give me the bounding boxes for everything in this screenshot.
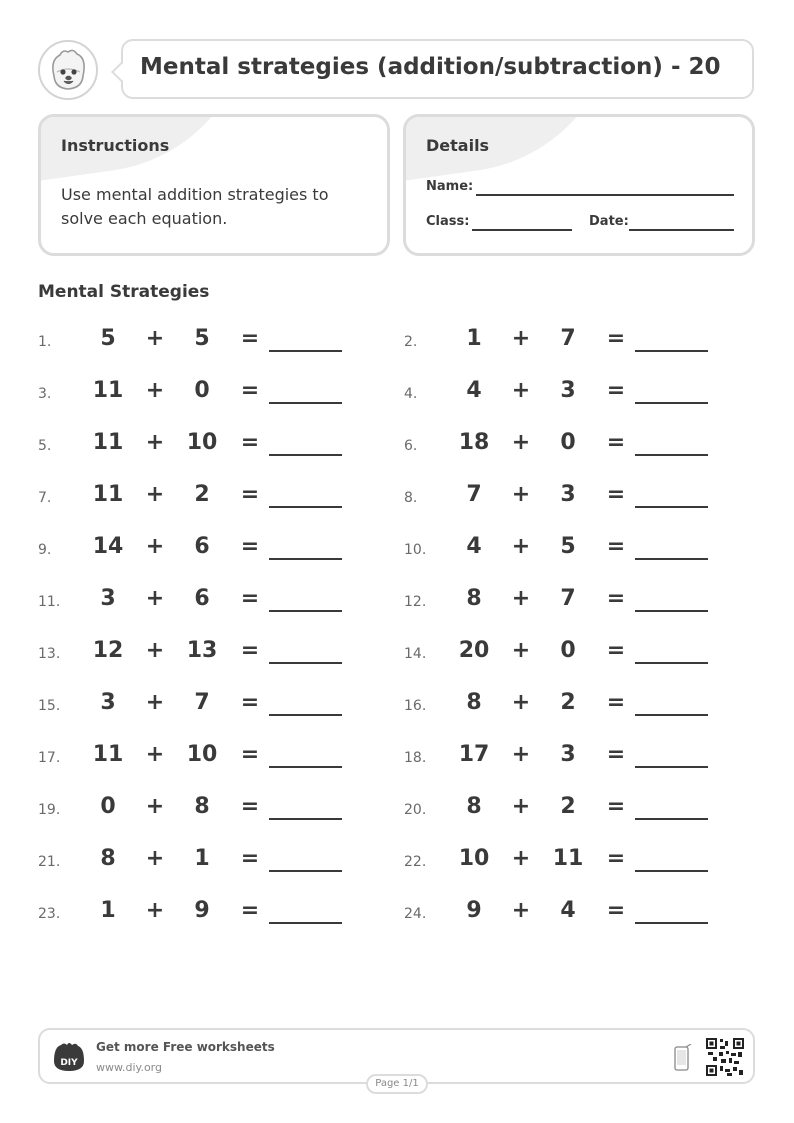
operand-b: 6 [194, 586, 210, 611]
instructions-panel [38, 114, 390, 256]
operand-a: 12 [92, 638, 124, 663]
operand-a: 10 [458, 846, 490, 871]
equals-sign: = [606, 378, 626, 403]
answer-blank[interactable] [635, 714, 708, 716]
operand-b: 1 [194, 846, 210, 871]
operand-a: 3 [100, 586, 116, 611]
question-row [38, 686, 348, 726]
equals-sign: = [240, 378, 260, 403]
plus-sign: + [145, 794, 165, 819]
question-number: 14. [404, 646, 427, 662]
instructions-text: Use mental addition strategies to solve each equation. [61, 185, 329, 228]
answer-blank[interactable] [269, 714, 342, 716]
question-row [404, 322, 714, 362]
operand-a: 7 [466, 482, 482, 507]
question-row [404, 634, 714, 674]
question-row [404, 426, 714, 466]
question-row [38, 530, 348, 570]
plus-sign: + [145, 742, 165, 767]
answer-blank[interactable] [269, 558, 342, 560]
question-number: 18. [404, 750, 427, 766]
question-row [38, 790, 348, 830]
plus-sign: + [511, 482, 531, 507]
answer-blank[interactable] [269, 870, 342, 872]
operand-b: 4 [560, 898, 576, 923]
operand-a: 4 [466, 378, 482, 403]
operand-a: 11 [92, 430, 124, 455]
equals-sign: = [240, 690, 260, 715]
operand-a: 11 [92, 742, 124, 767]
question-number: 15. [38, 698, 61, 714]
question-number: 24. [404, 906, 427, 922]
question-number: 4. [404, 386, 418, 402]
plus-sign: + [145, 690, 165, 715]
instructions-heading: Instructions [61, 136, 170, 155]
equals-sign: = [606, 846, 626, 871]
answer-blank[interactable] [269, 610, 342, 612]
question-row [404, 530, 714, 570]
question-row [404, 894, 714, 934]
equals-sign: = [606, 534, 626, 559]
answer-blank[interactable] [635, 662, 708, 664]
plus-sign: + [145, 326, 165, 351]
operand-b: 6 [194, 534, 210, 559]
diy-logo-icon [52, 1041, 86, 1073]
question-row [38, 478, 348, 518]
operand-b: 13 [186, 638, 218, 663]
question-number: 2. [404, 334, 418, 350]
operand-b: 9 [194, 898, 210, 923]
equals-sign: = [606, 690, 626, 715]
answer-blank[interactable] [269, 662, 342, 664]
answer-blank[interactable] [269, 766, 342, 768]
operand-b: 0 [194, 378, 210, 403]
question-row [404, 582, 714, 622]
name-label: Name: [426, 179, 474, 194]
operand-a: 1 [100, 898, 116, 923]
equals-sign: = [240, 430, 260, 455]
question-number: 20. [404, 802, 427, 818]
operand-a: 1 [466, 326, 482, 351]
answer-blank[interactable] [635, 922, 708, 924]
answer-blank[interactable] [269, 922, 342, 924]
operand-a: 4 [466, 534, 482, 559]
promo-text: Get more Free worksheets [96, 1040, 275, 1054]
answer-blank[interactable] [635, 870, 708, 872]
answer-blank[interactable] [635, 610, 708, 612]
equals-sign: = [240, 534, 260, 559]
operand-a: 9 [466, 898, 482, 923]
question-number: 11. [38, 594, 61, 610]
equals-sign: = [606, 586, 626, 611]
equals-sign: = [606, 898, 626, 923]
answer-blank[interactable] [635, 818, 708, 820]
question-number: 7. [38, 490, 52, 506]
class-field[interactable] [472, 229, 572, 231]
question-row [404, 790, 714, 830]
worksheet-title: Mental strategies (addition/subtraction) - 20 [140, 54, 721, 80]
plus-sign: + [145, 586, 165, 611]
equals-sign: = [240, 482, 260, 507]
plus-sign: + [511, 690, 531, 715]
question-number: 13. [38, 646, 61, 662]
operand-b: 10 [186, 742, 218, 767]
operand-a: 8 [100, 846, 116, 871]
equals-sign: = [606, 794, 626, 819]
phone-scan-icon [674, 1044, 692, 1072]
question-row [38, 582, 348, 622]
equals-sign: = [606, 638, 626, 663]
question-number: 16. [404, 698, 427, 714]
question-number: 8. [404, 490, 418, 506]
question-number: 17. [38, 750, 61, 766]
question-number: 1. [38, 334, 52, 350]
question-row [38, 894, 348, 934]
plus-sign: + [511, 846, 531, 871]
equals-sign: = [240, 742, 260, 767]
page-indicator: Page 1/1 [366, 1074, 428, 1094]
operand-b: 3 [560, 378, 576, 403]
plus-sign: + [145, 482, 165, 507]
equals-sign: = [240, 326, 260, 351]
operand-a: 20 [458, 638, 490, 663]
question-row [404, 478, 714, 518]
question-row [404, 842, 714, 882]
answer-blank[interactable] [269, 506, 342, 508]
plus-sign: + [511, 378, 531, 403]
answer-blank[interactable] [269, 454, 342, 456]
operand-a: 0 [100, 794, 116, 819]
plus-sign: + [511, 638, 531, 663]
question-number: 10. [404, 542, 427, 558]
operand-b: 5 [194, 326, 210, 351]
plus-sign: + [511, 586, 531, 611]
operand-a: 17 [458, 742, 490, 767]
operand-a: 11 [92, 378, 124, 403]
operand-b: 3 [560, 482, 576, 507]
operand-b: 7 [560, 586, 576, 611]
question-row [404, 374, 714, 414]
question-number: 23. [38, 906, 61, 922]
operand-b: 3 [560, 742, 576, 767]
plus-sign: + [511, 534, 531, 559]
plus-sign: + [145, 534, 165, 559]
name-field[interactable] [476, 194, 734, 196]
operand-b: 0 [560, 430, 576, 455]
equals-sign: = [606, 742, 626, 767]
operand-b: 2 [560, 794, 576, 819]
question-number: 19. [38, 802, 61, 818]
section-title: Mental Strategies [38, 282, 210, 302]
operand-a: 8 [466, 690, 482, 715]
plus-sign: + [511, 898, 531, 923]
plus-sign: + [511, 794, 531, 819]
question-number: 9. [38, 542, 52, 558]
operand-b: 10 [186, 430, 218, 455]
operand-b: 2 [194, 482, 210, 507]
equals-sign: = [240, 898, 260, 923]
class-label: Class: [426, 214, 470, 229]
answer-blank[interactable] [269, 402, 342, 404]
plus-sign: + [511, 430, 531, 455]
plus-sign: + [145, 378, 165, 403]
operand-a: 18 [458, 430, 490, 455]
mascot-avatar-icon [38, 40, 98, 100]
plus-sign: + [511, 326, 531, 351]
question-row [38, 426, 348, 466]
answer-blank[interactable] [635, 454, 708, 456]
answer-blank[interactable] [269, 350, 342, 352]
answer-blank[interactable] [635, 402, 708, 404]
question-row [404, 686, 714, 726]
operand-a: 14 [92, 534, 124, 559]
question-row [38, 738, 348, 778]
question-number: 22. [404, 854, 427, 870]
answer-blank[interactable] [635, 766, 708, 768]
question-number: 5. [38, 438, 52, 454]
equals-sign: = [240, 586, 260, 611]
plus-sign: + [145, 898, 165, 923]
operand-b: 7 [560, 326, 576, 351]
details-heading: Details [426, 136, 490, 155]
operand-b: 2 [560, 690, 576, 715]
question-row [404, 738, 714, 778]
title-box [121, 39, 754, 99]
details-panel [403, 114, 755, 256]
answer-blank[interactable] [269, 818, 342, 820]
operand-b: 11 [552, 846, 584, 871]
question-number: 12. [404, 594, 427, 610]
plus-sign: + [145, 638, 165, 663]
equals-sign: = [606, 430, 626, 455]
operand-b: 5 [560, 534, 576, 559]
website-link[interactable]: www.diy.org [96, 1061, 162, 1074]
answer-blank[interactable] [635, 506, 708, 508]
question-row [38, 634, 348, 674]
operand-b: 0 [560, 638, 576, 663]
question-row [38, 322, 348, 362]
equals-sign: = [240, 638, 260, 663]
question-number: 3. [38, 386, 52, 402]
question-number: 6. [404, 438, 418, 454]
operand-a: 11 [92, 482, 124, 507]
date-field[interactable] [629, 229, 734, 231]
operand-a: 8 [466, 586, 482, 611]
plus-sign: + [145, 846, 165, 871]
date-label: Date: [589, 214, 629, 229]
equals-sign: = [240, 794, 260, 819]
equals-sign: = [606, 326, 626, 351]
operand-b: 7 [194, 690, 210, 715]
operand-a: 8 [466, 794, 482, 819]
question-row [38, 374, 348, 414]
operand-b: 8 [194, 794, 210, 819]
equals-sign: = [606, 482, 626, 507]
plus-sign: + [511, 742, 531, 767]
operand-a: 5 [100, 326, 116, 351]
plus-sign: + [145, 430, 165, 455]
answer-blank[interactable] [635, 350, 708, 352]
operand-a: 3 [100, 690, 116, 715]
answer-blank[interactable] [635, 558, 708, 560]
question-row [38, 842, 348, 882]
diy-logo-text: DIY [60, 1058, 78, 1068]
qr-code-icon [706, 1038, 744, 1076]
yeti-mascot-icon [40, 42, 96, 98]
equals-sign: = [240, 846, 260, 871]
question-number: 21. [38, 854, 61, 870]
